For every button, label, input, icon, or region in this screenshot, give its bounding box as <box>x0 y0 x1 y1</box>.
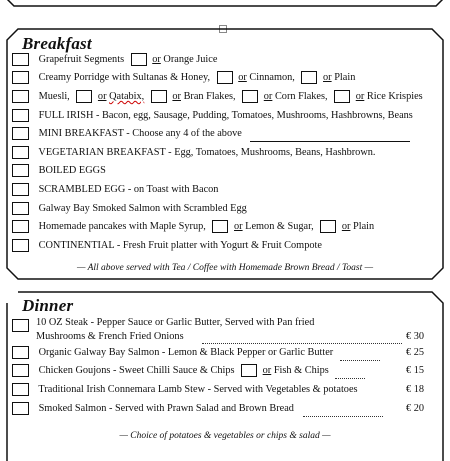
checkbox[interactable] <box>12 220 29 233</box>
checkbox[interactable] <box>301 71 317 84</box>
checkbox[interactable] <box>12 402 29 415</box>
checkbox[interactable] <box>12 127 29 140</box>
checkbox[interactable] <box>12 183 29 196</box>
breakfast-item-grapefruit: Grapefruit Segments or Orange Juice <box>12 52 440 68</box>
breakfast-item-boiled: BOILED EGGS <box>12 163 440 179</box>
checkbox[interactable] <box>241 364 257 377</box>
checkbox[interactable] <box>12 319 29 332</box>
previous-panel-edge <box>6 0 444 10</box>
checkbox[interactable] <box>151 90 167 103</box>
write-in-line[interactable] <box>250 131 410 142</box>
checkbox[interactable] <box>12 239 29 252</box>
checkbox[interactable] <box>131 53 147 66</box>
checkbox[interactable] <box>12 90 29 103</box>
breakfast-item-porridge: Creamy Porridge with Sultanas & Honey, or Cinnamon, or Plain <box>12 70 440 86</box>
breakfast-item-full-irish: FULL IRISH - Bacon, egg, Sausage, Pudding, Tomatoes, Mushrooms, Hashbrowns, Beans <box>12 108 440 124</box>
checkbox[interactable] <box>12 346 29 359</box>
checkbox[interactable] <box>217 71 233 84</box>
checkbox[interactable] <box>12 364 29 377</box>
resize-handle[interactable] <box>219 25 227 33</box>
checkbox[interactable] <box>12 146 29 159</box>
checkbox[interactable] <box>12 109 29 122</box>
breakfast-item-vegetarian: VEGETARIAN BREAKFAST - Egg, Tomatoes, Mushrooms, Beans, Hashbrown. <box>12 145 440 161</box>
checkbox[interactable] <box>242 90 258 103</box>
dinner-item-goujons: Chicken Goujons - Sweet Chilli Sauce & Chips or Fish & Chips € 15 <box>12 363 424 379</box>
checkbox[interactable] <box>212 220 228 233</box>
breakfast-item-salmon: Galway Bay Smoked Salmon with Scrambled Egg <box>12 201 440 217</box>
checkbox[interactable] <box>334 90 350 103</box>
breakfast-item-cereal: Muesli, or Qatabix, or Bran Flakes, or Corn Flakes, or Rice Krispies <box>12 89 440 105</box>
dinner-title: Dinner <box>22 296 74 315</box>
dinner-item-steak: 10 OZ Steak - Pepper Sauce or Garlic Butter, Served with Pan fried Mushrooms & French Fried Onions € 30 <box>12 316 424 346</box>
checkbox[interactable] <box>12 53 29 66</box>
breakfast-title: Breakfast <box>22 34 92 53</box>
checkbox[interactable] <box>12 164 29 177</box>
checkbox[interactable] <box>12 383 29 396</box>
breakfast-item-pancakes: Homemade pancakes with Maple Syrup, or Lemon & Sugar, or Plain <box>12 219 440 235</box>
dinner-item-salmon: Organic Galway Bay Salmon - Lemon & Black Pepper or Garlic Butter € 25 <box>12 345 424 361</box>
checkbox[interactable] <box>12 71 29 84</box>
breakfast-item-continental: CONTINENTIAL - Fresh Fruit platter with Yogurt & Fruit Compote <box>12 238 440 254</box>
breakfast-item-mini: MINI BREAKFAST - Choose any 4 of the above <box>12 126 440 142</box>
checkbox[interactable] <box>12 202 29 215</box>
checkbox[interactable] <box>76 90 92 103</box>
checkbox[interactable] <box>320 220 336 233</box>
breakfast-footer: — All above served with Tea / Coffee with Homemade Brown Bread / Toast — <box>76 263 374 273</box>
dinner-item-smoked-salmon: Smoked Salmon - Served with Prawn Salad and Brown Bread € 20 <box>12 401 424 417</box>
breakfast-item-scrambled: SCRAMBLED EGG - on Toast with Bacon <box>12 182 440 198</box>
dinner-item-stew: Traditional Irish Connemara Lamb Stew - Served with Vegetables & potatoes € 18 <box>12 382 424 398</box>
dinner-footer: — Choice of potatoes & vegetables or chips & salad — <box>119 431 331 441</box>
